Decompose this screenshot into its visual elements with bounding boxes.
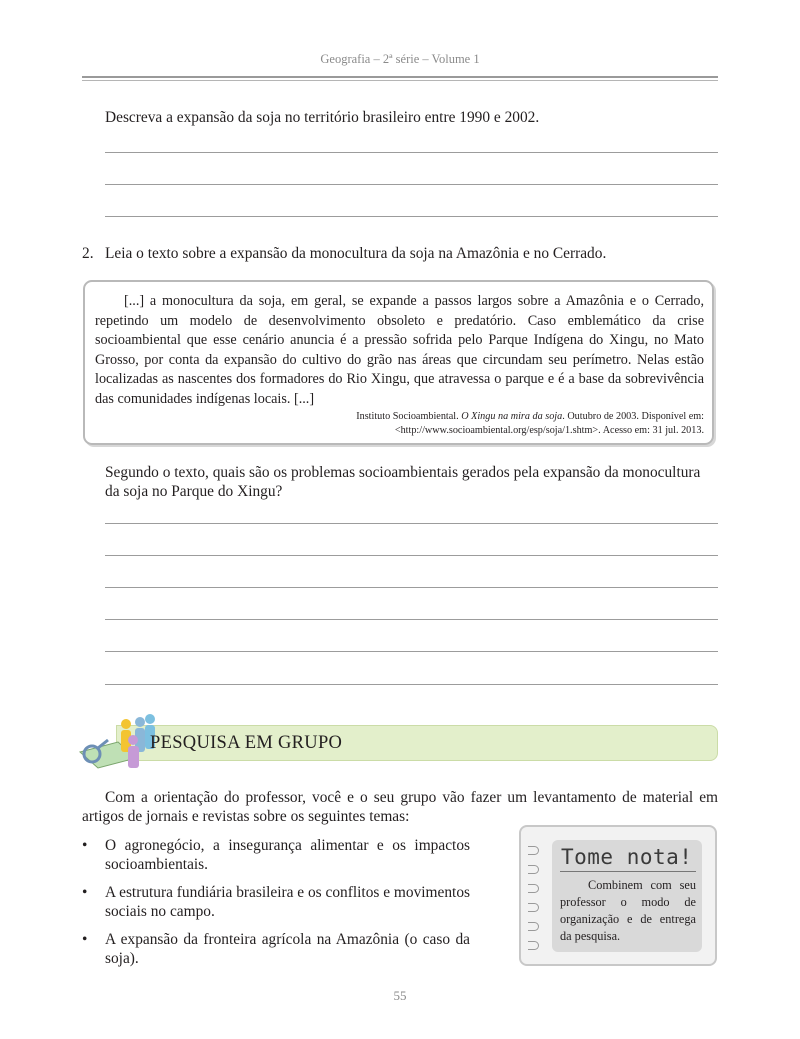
notebook-ring-icon [528, 865, 539, 874]
list-item [82, 883, 470, 921]
answer-line[interactable] [105, 587, 718, 588]
topic-list [82, 836, 470, 977]
answer-line[interactable] [105, 523, 718, 524]
citation [250, 410, 704, 438]
answer-line[interactable] [105, 555, 718, 556]
answer-line[interactable] [105, 619, 718, 620]
header-rule-thin [82, 80, 718, 81]
list-item [82, 930, 470, 968]
answer-line[interactable] [105, 184, 718, 185]
page-number: 55 [393, 988, 407, 1003]
citation-author: Instituto Socioambiental. [356, 411, 462, 422]
citation-rest: . Outubro de 2003. Disponível em: [562, 411, 704, 422]
topic-text: A estrutura fundiária brasileira e os conflitos e movimentos sociais no campo. [105, 884, 471, 920]
answer-line[interactable] [105, 651, 718, 652]
notebook-ring-icon [528, 941, 539, 950]
bullet-icon: • [82, 931, 88, 948]
notebook-ring-icon [528, 884, 539, 893]
question-2-followup: Segundo o texto, quais são os problemas socioambientais gerados pela expansão da monocultura da soja no Parque do Xingu? [105, 464, 701, 500]
topic-text: A expansão da fronteira agrícola na Amazônia (o caso da soja). [105, 931, 470, 967]
section-title: PESQUISA EM GRUPO [150, 733, 343, 753]
note-body: Combinem com seu professor o modo de organização e de entrega da pesquisa. [560, 878, 696, 943]
question-2-number: 2. [82, 245, 94, 262]
quote-text: [...] a monocultura da soja, em geral, se expande a passos largos sobre a Amazônia e o Cerrado, repetindo um modelo de desenvolvimento obsoleto e predatório. Caso emblemático da crise socioambiental que esse cenário anuncia é a pressão sofrida pelo Parque Indígena do Xingu, no Mato Grosso, por conta da expansão do cultivo do grão nas áreas que circundam seu perímetro. Nelas estão localizadas as nascentes dos formadores do Rio Xingu, que atravessa o parque e é a base da sobrevivência das comunidades indígenas locais. [...] [95, 293, 704, 407]
note-title: Tome nota! [561, 845, 693, 869]
group-research-intro: Com a orientação do professor, você e o seu grupo vão fazer um levantamento de material em artigos de jornais e revistas sobre os seguintes temas: [82, 789, 718, 825]
bullet-icon: • [82, 837, 88, 854]
bullet-icon: • [82, 884, 88, 901]
note-title-underline [560, 871, 696, 872]
answer-line[interactable] [105, 684, 718, 685]
question-1-prompt: Descreva a expansão da soja no território brasileiro entre 1990 e 2002. [105, 109, 540, 126]
running-head: Geografia – 2ª série – Volume 1 [320, 52, 480, 66]
citation-work: O Xingu na mira da soja [461, 411, 563, 422]
list-item [82, 836, 470, 874]
answer-line[interactable] [105, 216, 718, 217]
citation-url: <http://www.socioambiental.org/esp/soja/1.shtm>. Acesso em: 31 jul. 2013. [394, 425, 704, 436]
notebook-ring-icon [528, 846, 539, 855]
question-2-prompt: Leia o texto sobre a expansão da monocultura da soja na Amazônia e no Cerrado. [105, 245, 607, 262]
topic-text: O agronegócio, a insegurança alimentar e os impactos socioambientais. [105, 837, 470, 873]
notebook-ring-icon [528, 922, 539, 931]
answer-line[interactable] [105, 152, 718, 153]
header-rule [82, 76, 718, 78]
notebook-ring-icon [528, 903, 539, 912]
